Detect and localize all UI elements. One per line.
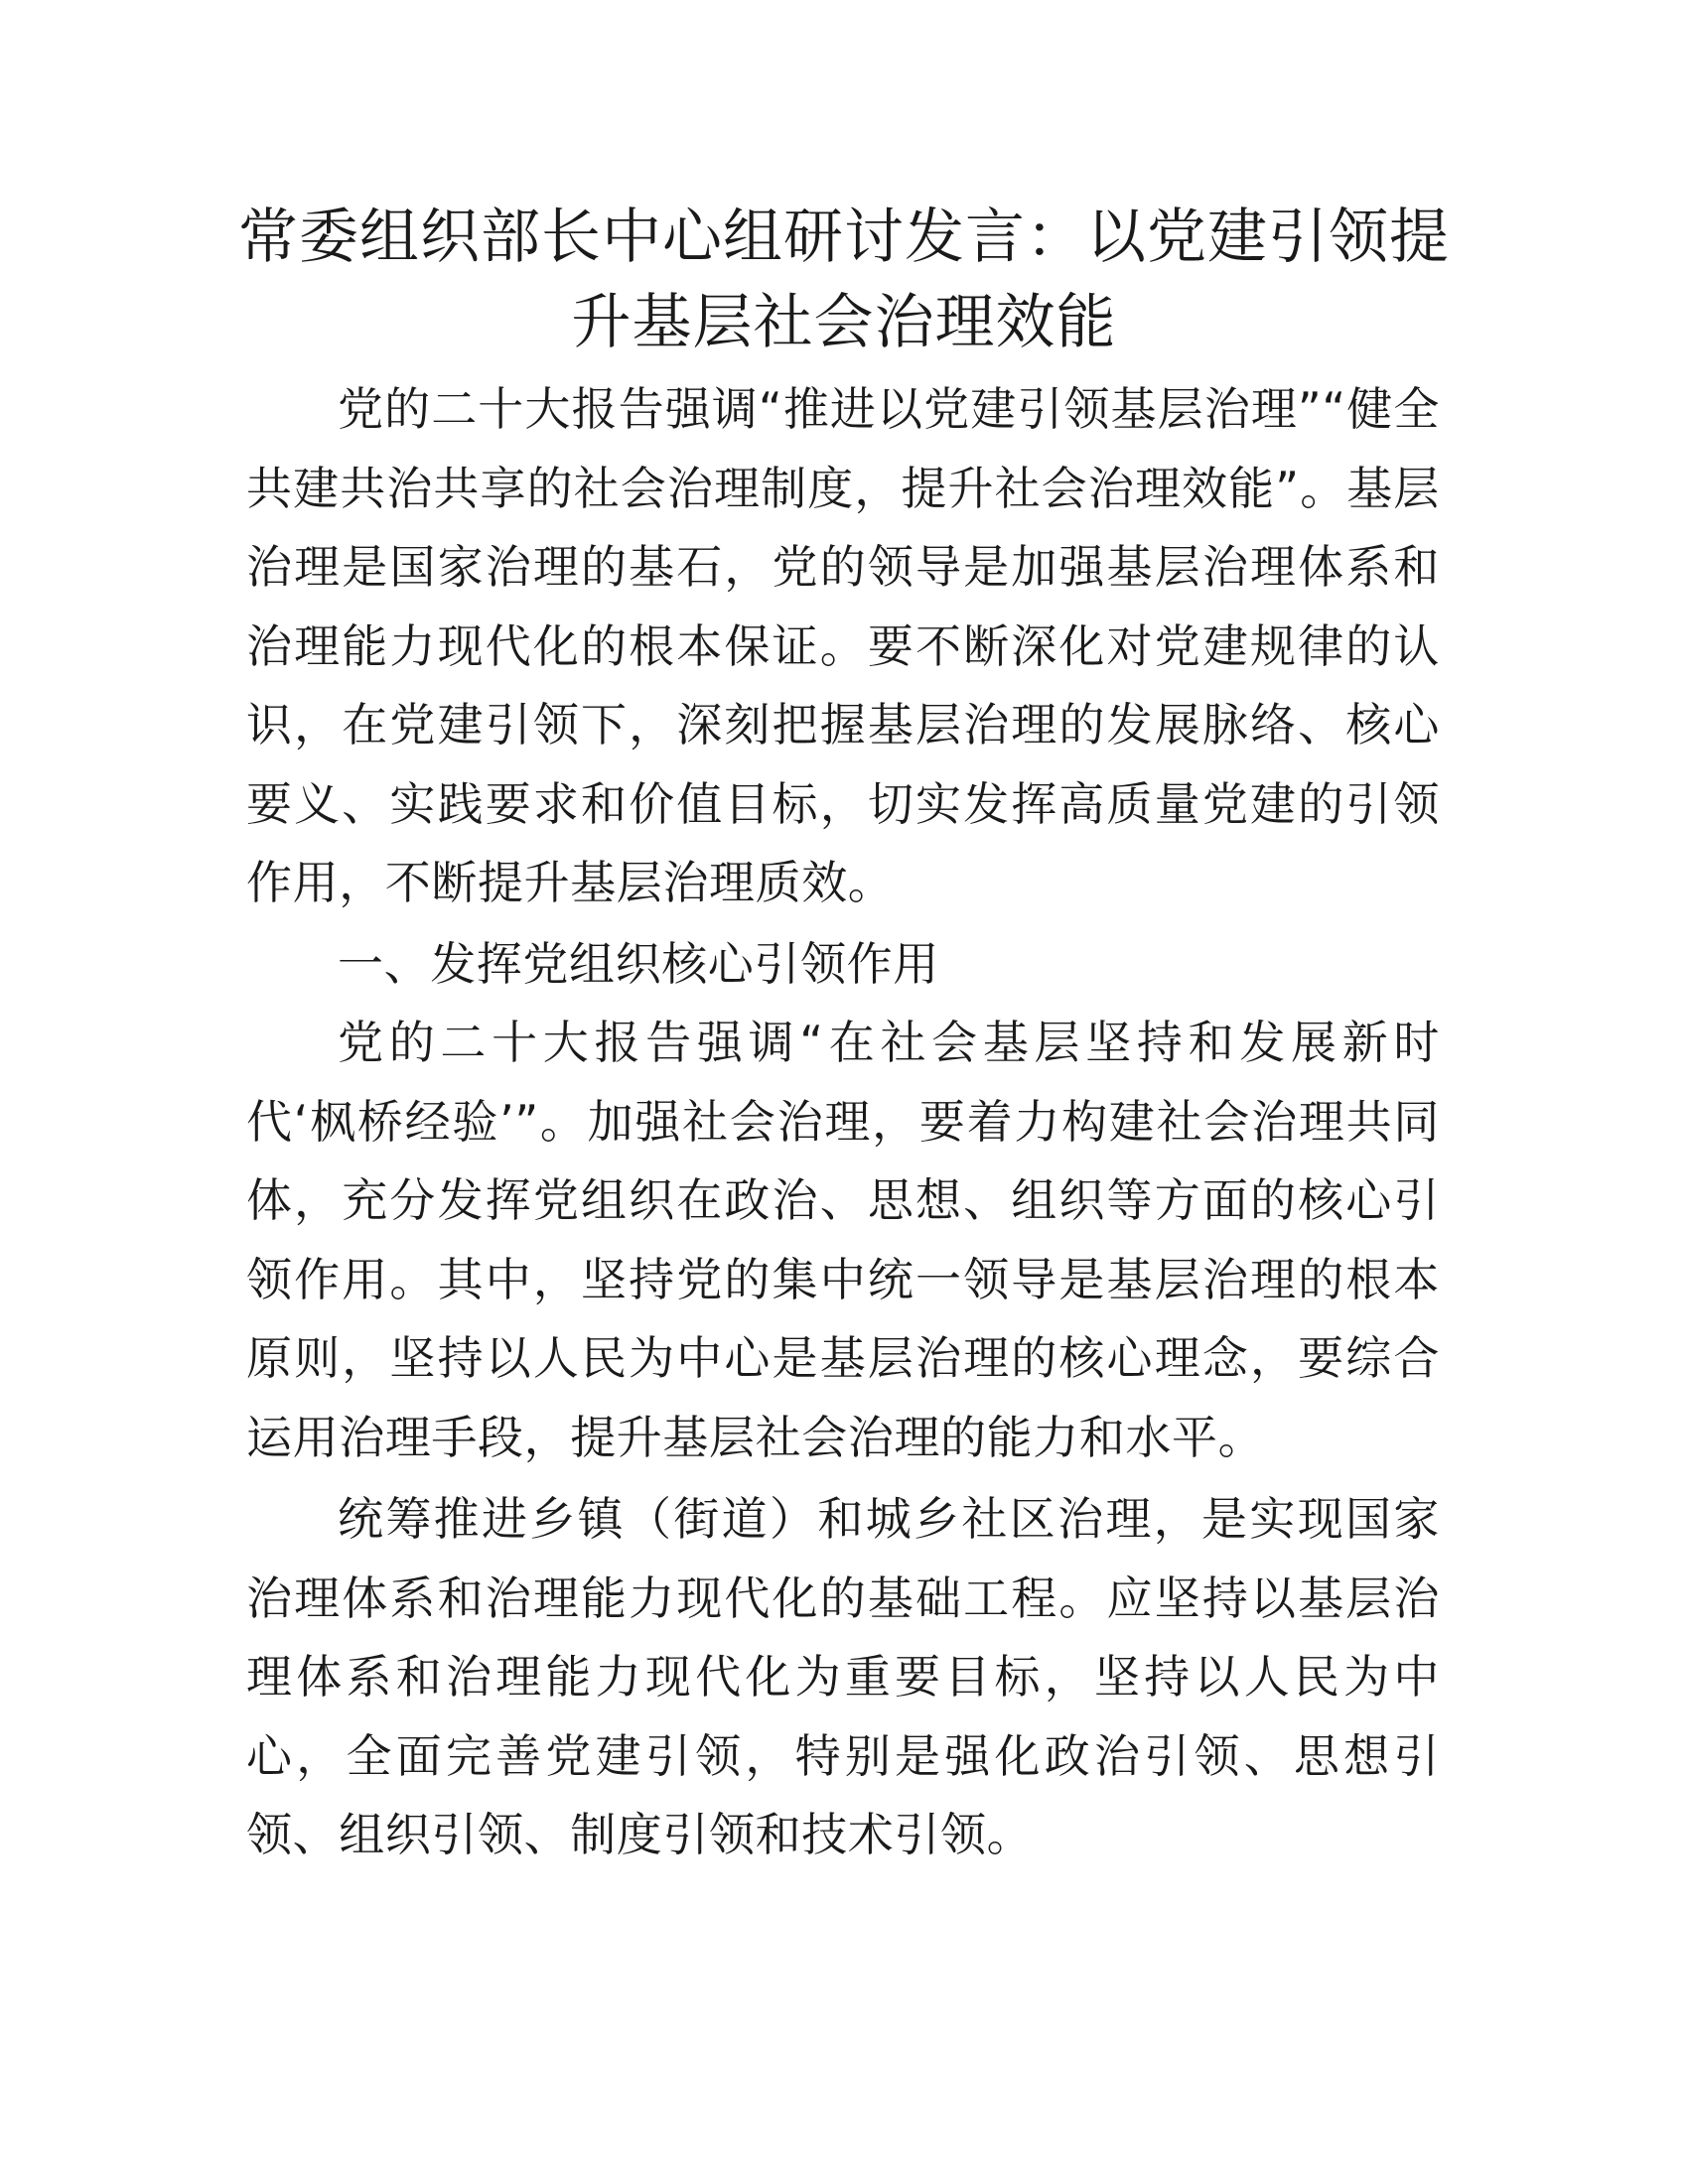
section-heading-1: 一、发挥党组织核心引领作用 bbox=[338, 937, 939, 991]
document-title bbox=[228, 195, 1460, 365]
title-line-2: 升基层社会治理效能 bbox=[571, 288, 1117, 357]
paragraph-section-1: 党的二十大报告强调“在社会基层坚持和发展新时代‘枫桥经验’”。加强社会治理，要着力构建社会治理共同体，充分发挥党组织在政治、思想、组织等方面的核心引领作用。其中，坚持党的集中统一领导是基层治理的根本原则，坚持以人民为中心是基层治理的核心理念，要综合运用治理手段，提升基层社会治理的能力和水平。 bbox=[246, 1016, 1440, 1464]
paragraph-section-1-continued: 统筹推进乡镇（街道）和城乡社区治理，是实现国家治理体系和治理能力现代化的基础工程。应坚持以基层治理体系和治理能力现代化为重要目标，坚持以人民为中心，全面完善党建引领，特别是强化政治引领、思想引领、组织引领、制度引领和技术引领。 bbox=[246, 1492, 1440, 1861]
title-line-1: 常委组织部长中心组研讨发言：以党建引领提 bbox=[238, 203, 1450, 272]
paragraph-intro: 党的二十大报告强调“推进以党建引领基层治理”“健全共建共治共享的社会治理制度，提升社会治理效能”。基层治理是国家治理的基石，党的领导是加强基层治理体系和治理能力现代化的根本保证。要不断深化对党建规律的认识，在党建引领下，深刻把握基层治理的发展脉络、核心要义、实践要求和价值目标，切实发挥高质量党建的引领作用，不断提升基层治理质效。 bbox=[246, 382, 1440, 909]
